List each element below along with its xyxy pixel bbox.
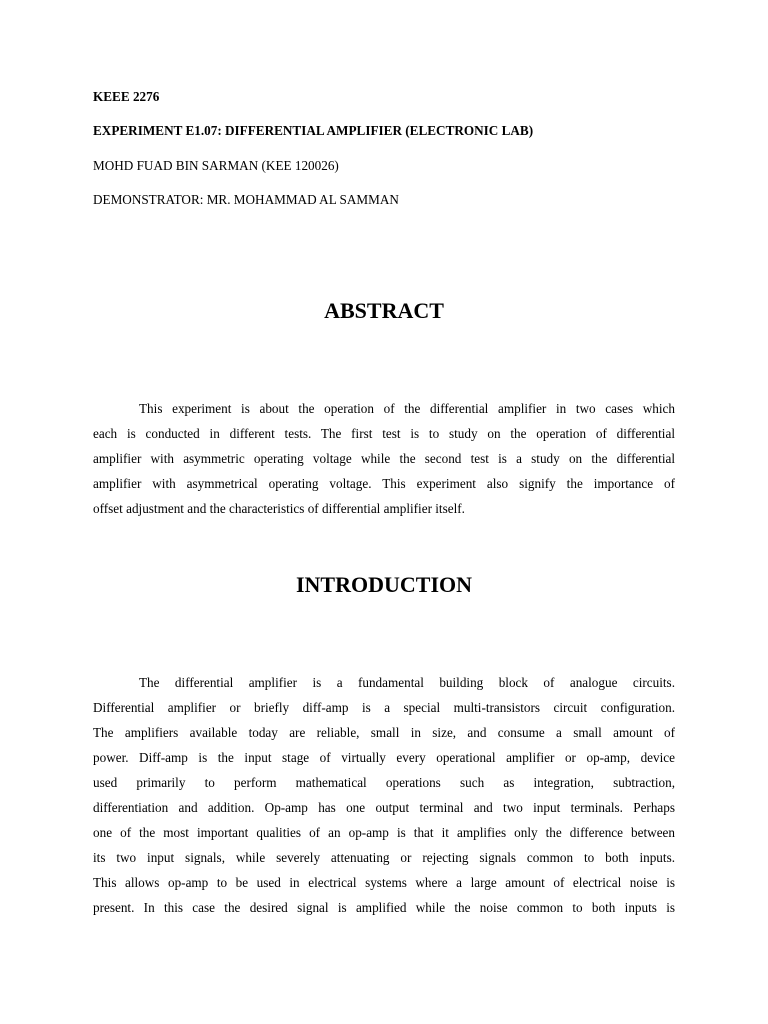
student-name: MOHD FUAD BIN SARMAN (KEE 120026) — [93, 158, 339, 173]
paragraph-line: This allows op-amp to be used in electrical systems where a large amount of electrical noise is — [93, 875, 675, 890]
paragraph-line: Differential amplifier or briefly diff-amp is a special multi-transistors circuit configuration. — [93, 700, 675, 715]
course-code: KEEE 2276 — [93, 89, 160, 104]
introduction-heading: INTRODUCTION — [295, 572, 473, 597]
paragraph-line: its two input signals, while severely attenuating or rejecting signals common to both inputs. — [93, 850, 675, 865]
experiment-title: EXPERIMENT E1.07: DIFFERENTIAL AMPLIFIER (ELECTRONIC LAB) — [93, 123, 534, 138]
paragraph-line: The differential amplifier is a fundamental building block of analogue circuits. — [139, 675, 675, 690]
paragraph-line: present. In this case the desired signal is amplified while the noise common to both inputs is — [93, 900, 675, 915]
paragraph-line: one of the most important qualities of an op-amp is that it amplifies only the difference between — [93, 825, 675, 840]
paragraph-line: each is conducted in different tests. The first test is to study on the operation of differential — [93, 426, 675, 441]
introduction-paragraph — [93, 670, 675, 920]
paragraph-line: The amplifiers available today are reliable, small in size, and consume a small amount of — [93, 725, 675, 740]
abstract-heading: ABSTRACT — [324, 298, 444, 323]
paragraph-line: differentiation and addition. Op-amp has one output terminal and two input terminals. Perhaps — [93, 800, 675, 815]
paragraph-line: This experiment is about the operation of the differential amplifier in two cases which — [139, 401, 675, 416]
demonstrator-name: DEMONSTRATOR: MR. MOHAMMAD AL SAMMAN — [93, 192, 399, 207]
paragraph-line: amplifier with asymmetrical operating voltage. This experiment also signify the importance of — [93, 476, 675, 491]
paragraph-line: offset adjustment and the characteristics of differential amplifier itself. — [93, 501, 465, 516]
abstract-paragraph — [93, 396, 675, 521]
paragraph-line: amplifier with asymmetric operating voltage while the second test is a study on the differential — [93, 451, 675, 466]
paragraph-line: used primarily to perform mathematical operations such as integration, subtraction, — [93, 775, 675, 790]
paragraph-line: power. Diff-amp is the input stage of virtually every operational amplifier or op-amp, device — [93, 750, 675, 765]
